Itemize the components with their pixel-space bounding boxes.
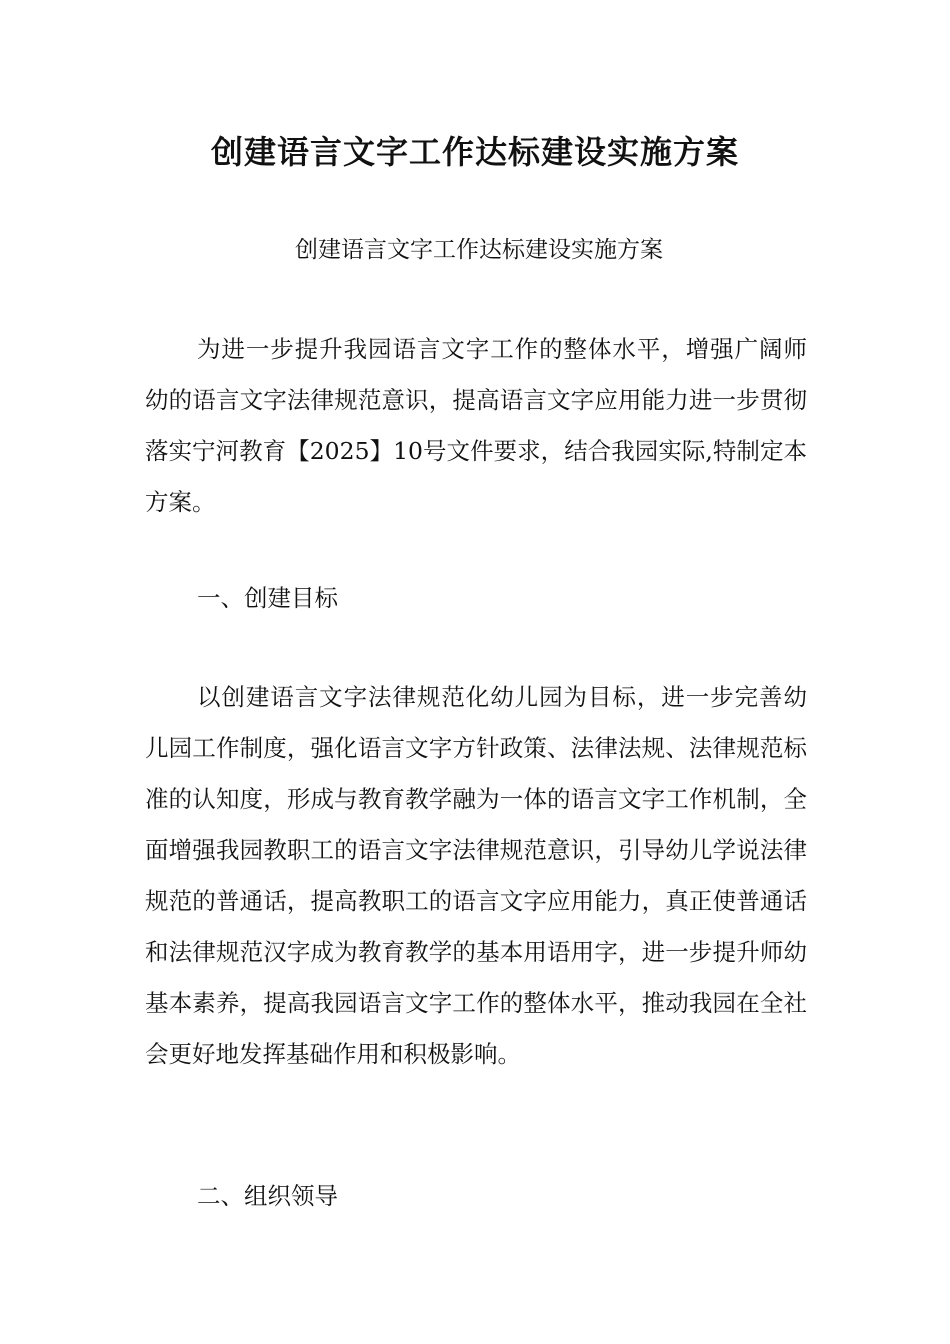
document-title: 创建语言文字工作达标建设实施方案 [210, 133, 739, 171]
section-heading-goals: 一、创建目标 [197, 584, 338, 612]
goals-paragraph: 以创建语言文字法律规范化幼儿园为目标，进一步完善幼儿园工作制度，强化语言文字方针政策、法律法规、法律规范标准的认知度，形成与教育教学融为一体的语言文字工作机制，全面增强我园教职工的语言文字法律规范意识，引导幼儿学说法律规范的普通话，提高教职工的语言文字应用能力，真正使普通话和法律规范汉字成为教育教学的基本用语用字，进一步提升师幼基本素养，提高我园语言文字工作的整体水平，推动我园在全社会更好地发挥基础作用和积极影响。 [145, 683, 807, 1068]
document-subtitle: 创建语言文字工作达标建设实施方案 [295, 237, 663, 263]
intro-paragraph: 为进一步提升我园语言文字工作的整体水平，增强广阔师幼的语言文字法律规范意识，提高语言文字应用能力进一步贯彻落实宁河教育【2025】10号文件要求，结合我园实际,特制定本方案。 [145, 335, 807, 516]
section-heading-leadership: 二、组织领导 [197, 1182, 338, 1210]
